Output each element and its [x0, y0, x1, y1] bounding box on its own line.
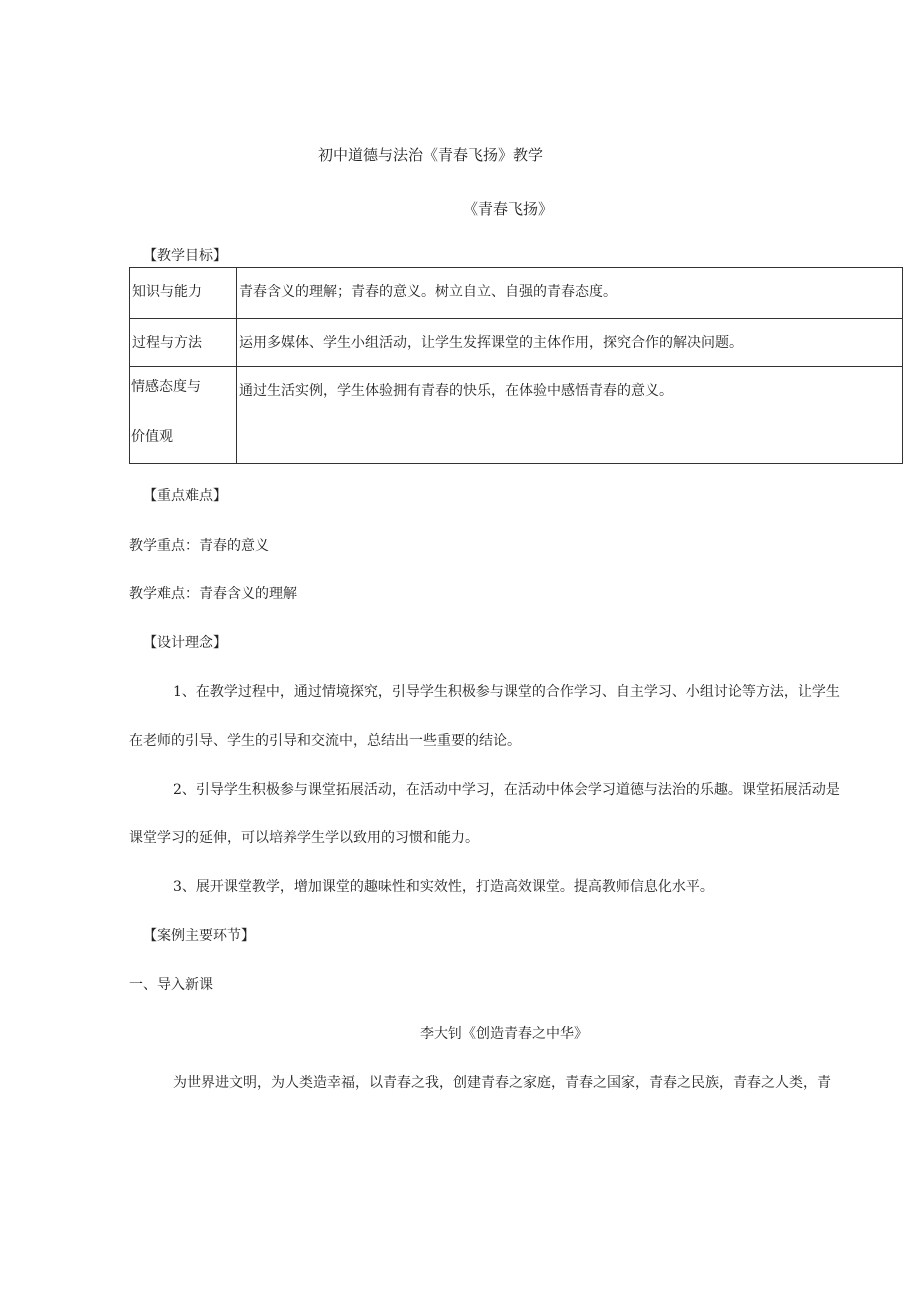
goal-label-cell: 知识与能力 — [130, 268, 237, 319]
section-heading-case: 【案例主要环节】 — [143, 928, 255, 944]
section-heading-goals: 【教学目标】 — [143, 248, 227, 264]
design-paragraph-1: 1、在教学过程中，通过情境探究，引导学生积极参与课堂的合作学习、自主学习、小组讨论等方法，让学生 — [173, 684, 840, 700]
teaching-difficulty: 教学难点：青春含义的理解 — [129, 586, 297, 602]
table-row — [130, 319, 903, 367]
teaching-focus: 教学重点：青春的意义 — [129, 538, 269, 554]
goal-content-cell: 运用多媒体、学生小组活动，让学生发挥课堂的主体作用，探究合作的解决问题。 — [237, 319, 903, 367]
goal-content-cell: 通过生活实例，学生体验拥有青春的快乐，在体验中感悟青春的意义。 — [237, 367, 903, 464]
goal-content-cell: 青春含义的理解；青春的意义。树立自立、自强的青春态度。 — [237, 268, 903, 319]
section-heading-key-points: 【重点难点】 — [143, 488, 227, 504]
case-section-1: 一、导入新课 — [129, 977, 213, 993]
document-subtitle: 《青春飞扬》 — [463, 200, 554, 218]
section-heading-design: 【设计理念】 — [143, 635, 227, 651]
quote-title: 李大钊《创造青春之中华》 — [420, 1026, 588, 1042]
design-paragraph-1-cont: 在老师的引导、学生的引导和交流中，总结出一些重要的结论。 — [129, 733, 521, 749]
table-row — [130, 367, 903, 464]
design-paragraph-3: 3、展开课堂教学，增加课堂的趣味性和实效性，打造高效课堂。提高教师信息化水平。 — [173, 879, 714, 895]
quote-text: 为世界进文明，为人类造幸福，以青春之我，创建青春之家庭，青春之国家，青春之民族，青春之人类，青 — [173, 1075, 831, 1091]
teaching-goals-table — [129, 267, 903, 464]
goal-label-cell: 过程与方法 — [130, 319, 237, 367]
table-row — [130, 268, 903, 319]
design-paragraph-2-cont: 课堂学习的延伸，可以培养学生学以致用的习惯和能力。 — [129, 830, 479, 846]
design-paragraph-2: 2、引导学生积极参与课堂拓展活动，在活动中学习，在活动中体会学习道德与法治的乐趣。课堂拓展活动是 — [173, 782, 840, 798]
goal-label-cell: 情感态度与 价值观 — [130, 367, 237, 464]
document-title: 初中道德与法治《青春飞扬》教学 — [318, 146, 544, 164]
